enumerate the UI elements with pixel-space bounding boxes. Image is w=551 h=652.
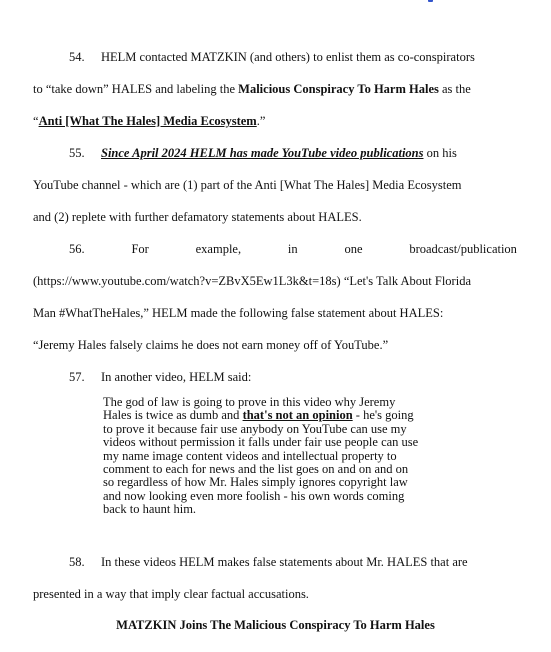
conspiracy-term: Malicious Conspiracy To Harm Hales (238, 82, 439, 96)
quote-line: so regardless of how Mr. Hales simply ignores copyright law (103, 475, 408, 490)
page-corner-mark (428, 0, 433, 2)
para-56-line-1: 56. For example, in one broadcast/publication (69, 242, 517, 256)
para-58-number: 58. (69, 555, 85, 569)
quote-line: and now looking even more foolish - his own words coming (103, 488, 405, 503)
para-58-line-2: presented in a way that imply clear factual accusations. (33, 587, 309, 601)
para-54-line-1: 54. HELM contacted MATZKIN (and others) to enlist them as co-conspirators (69, 50, 475, 64)
quote-line: videos without permission it falls under fair use people can use (103, 435, 419, 450)
para-56-line-2: (https://www.youtube.com/watch?v=ZBvX5Ew1L3k&t=18s) “Let's Talk About Florida (33, 274, 471, 288)
quote-line: back to haunt him. (103, 502, 197, 517)
block-quote (103, 396, 451, 517)
para-56-line-3: Man #WhatTheHales,” HELM made the following false statement about HALES: (33, 306, 444, 320)
para-54-line-2: to “take down” HALES and labeling the Malicious Conspiracy To Harm Hales as the (33, 82, 471, 96)
para-55-emphasis: Since April 2024 HELM has made YouTube video publications (101, 146, 424, 160)
para-55-line-1: 55. Since April 2024 HELM has made YouTube video publications on his (69, 146, 457, 160)
para-56-number: 56. (69, 242, 85, 256)
quote-emphasis: that's not an opinion (242, 408, 353, 423)
ecosystem-term: Anti [What The Hales] Media Ecosystem (38, 114, 257, 128)
para-56-line-4: “Jeremy Hales falsely claims he does not earn money off of YouTube.” (33, 338, 389, 352)
quote-line: Hales is twice as dumb and that's not an opinion - he's going (103, 408, 414, 423)
para-57-number: 57. (69, 370, 85, 384)
para-54-line-3: “Anti [What The Hales] Media Ecosystem.” (33, 114, 266, 128)
para-55-line-3: and (2) replete with further defamatory statements about HALES. (33, 210, 362, 224)
para-54-number: 54. (69, 50, 85, 64)
quote-line: to prove it because fair use anybody on YouTube can use my (103, 421, 407, 436)
quote-line: comment to each for news and the list goes on and on and on (103, 462, 409, 477)
para-57-line-1: 57. In another video, HELM said: (69, 370, 252, 384)
quote-line: The god of law is going to prove in this video why Jeremy (103, 395, 396, 409)
para-55-number: 55. (69, 146, 85, 160)
para-55-line-2: YouTube channel - which are (1) part of the Anti [What The Hales] Media Ecosystem (33, 178, 462, 192)
para-58-line-1: 58. In these videos HELM makes false statements about Mr. HALES that are (69, 555, 468, 569)
quote-line: my name image content videos and intellectual property to (103, 448, 397, 463)
section-heading: MATZKIN Joins The Malicious Conspiracy To Harm Hales (116, 618, 435, 632)
